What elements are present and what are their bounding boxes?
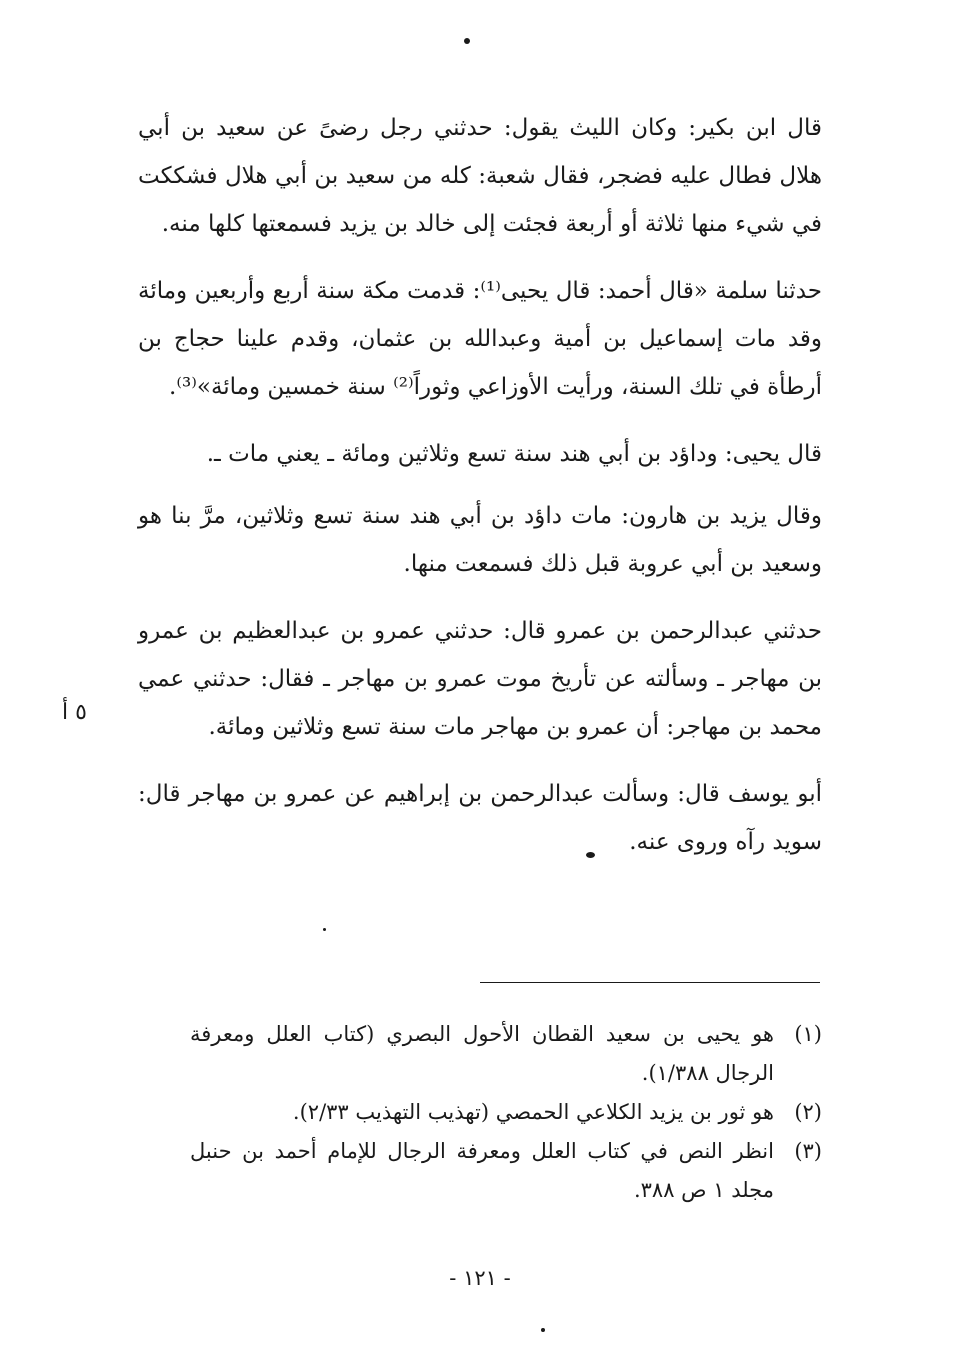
margin-note: ٥ أ xyxy=(62,700,87,725)
paragraph: حدثنا سلمة «قال أحمد: قال يحيى⁽¹⁾: قدمت مكة سنة أربع وأربعين ومائة وقد مات إسماعيل بن أمية وعبدالله بن عثمان، وقدم علينا حجاج بن أرطأة في تلك السنة، ورأيت الأوزاعي وثوراً⁽²⁾ سنة خمسين ومائة»⁽³⁾. xyxy=(138,278,822,400)
footnote-text: هو ثور بن يزيد الكلاعي الحمصي (تهذيب التهذيب ٢/٣٣). xyxy=(292,1100,774,1124)
paragraph: قال ابن بكير: وكان الليث يقول: حدثني رجل رضىً عن سعيد بن أبي هلال فطال عليه فضجر، فقال شعبة: كله من سعيد بن أبي هلال فشككت في شيء منها ثلاثة أو أربعة فجئت إلى خالد بن يزيد فسمعتها كلها منه. xyxy=(138,115,822,237)
ink-speck xyxy=(586,852,595,858)
ink-speck xyxy=(541,1328,545,1332)
main-text xyxy=(138,104,822,885)
footnote xyxy=(190,1132,822,1210)
paragraph: أبو يوسف قال: وسألت عبدالرحمن بن إبراهيم عن عمرو بن مهاجر قال: سويد رآه وروى عنه. xyxy=(138,781,822,855)
footnote xyxy=(190,1093,822,1132)
footnote-number: (١) xyxy=(794,1022,822,1046)
footnote-text: انظر النص في كتاب العلل ومعرفة الرجال للإمام أحمد بن حنبل مجلد ١ ص ٣٨٨. xyxy=(190,1139,774,1202)
paragraph: حدثني عبدالرحمن بن عمرو قال: حدثني عمرو بن عبدالعظيم بن عمرو بن مهاجر ـ وسألته عن تأريخ موت عمرو بن مهاجر ـ فقال: حدثني عمي محمد بن مهاجر: أن عمرو بن مهاجر مات سنة تسع وثلاثين ومائة. xyxy=(138,618,822,740)
ink-speck xyxy=(323,928,326,931)
paragraph: وقال يزيد بن هارون: مات داؤد بن أبي هند سنة تسع وثلاثين، مرَّ بنا هو وسعيد بن أبي عروبة قبل ذلك فسمعت منها. xyxy=(138,503,822,577)
footnote xyxy=(190,1015,822,1093)
footnote-number: (٢) xyxy=(794,1100,822,1124)
footnotes xyxy=(190,1015,822,1210)
paragraph: قال يحيى: وداؤد بن أبي هند سنة تسع وثلاثين ومائة ـ يعني مات ـ. xyxy=(206,441,822,467)
footnote-number: (٣) xyxy=(794,1139,822,1163)
ink-speck xyxy=(464,38,470,44)
footnote-text: هو يحيى بن سعيد القطان الأحول البصري (كتاب العلل ومعرفة الرجال ١/٣٨٨). xyxy=(190,1022,774,1085)
page-number: - ١٢١ - xyxy=(449,1266,511,1290)
footnote-separator xyxy=(480,982,820,983)
